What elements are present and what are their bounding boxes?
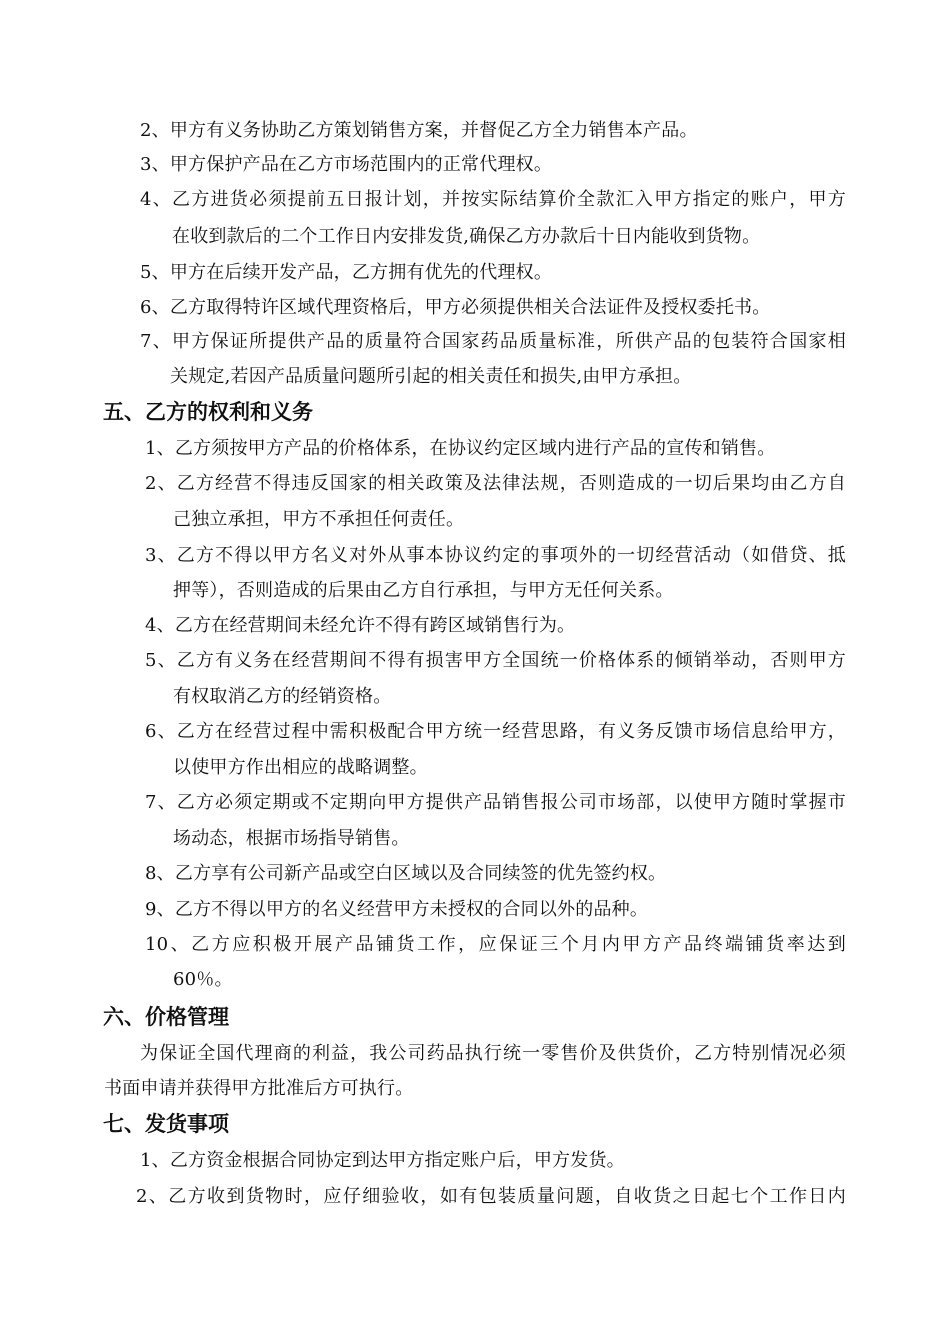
item-line: 1、乙方资金根据合同协定到达甲方指定账户后，甲方发货。 (140, 1150, 625, 1171)
item-line: 3、乙方不得以甲方名义对外从事本协议约定的事项外的一切经营活动（如借贷、抵 (145, 545, 846, 566)
paragraph-line: 为保证全国代理商的利益，我公司药品执行统一零售价及供货价，乙方特别情况必须 (140, 1043, 846, 1064)
item-line: 6、乙方在经营过程中需积极配合甲方统一经营思路，有义务反馈市场信息给甲方， (145, 721, 846, 742)
item-line-continuation: 在收到款后的二个工作日内安排发货,确保乙方办款后十日内能收到货物。 (172, 226, 761, 247)
item-line-continuation: 场动态，根据市场指导销售。 (173, 828, 410, 849)
item-line: 8、乙方享有公司新产品或空白区域以及合同续签的优先签约权。 (145, 863, 667, 884)
item-line: 2、乙方经营不得违反国家的相关政策及法律法规，否则造成的一切后果均由乙方自 (145, 473, 846, 494)
item-line: 4、乙方进货必须提前五日报计划，并按实际结算价全款汇入甲方指定的账户，甲方 (140, 189, 846, 210)
item-line: 5、乙方有义务在经营期间不得有损害甲方全国统一价格体系的倾销举动，否则甲方 (145, 650, 846, 671)
item-line: 7、甲方保证所提供产品的质量符合国家药品质量标准，所供产品的包装符合国家相 (140, 331, 846, 352)
item-line: 4、乙方在经营期间未经允许不得有跨区域销售行为。 (145, 615, 576, 636)
item-line: 9、乙方不得以甲方的名义经营甲方未授权的合同以外的品种。 (145, 899, 649, 920)
item-line: 2、乙方收到货物时，应仔细验收，如有包装质量问题，自收货之日起七个工作日内 (136, 1186, 846, 1207)
item-line: 1、乙方须按甲方产品的价格体系，在协议约定区域内进行产品的宣传和销售。 (145, 438, 776, 459)
item-line-continuation: 己独立承担，甲方不承担任何责任。 (173, 509, 465, 530)
item-line-continuation: 关规定,若因产品质量问题所引起的相关责任和损失,由甲方承担。 (170, 366, 692, 387)
section-heading: 六、价格管理 (103, 1005, 229, 1029)
item-line: 2、甲方有义务协助乙方策划销售方案，并督促乙方全力销售本产品。 (140, 120, 698, 141)
item-line: 10、乙方应积极开展产品铺货工作，应保证三个月内甲方产品终端铺货率达到 (145, 934, 846, 955)
item-line-continuation: 有权取消乙方的经销资格。 (173, 686, 392, 707)
item-line-continuation: 60％。 (173, 969, 233, 990)
item-line: 3、甲方保护产品在乙方市场范围内的正常代理权。 (140, 154, 553, 175)
item-line-continuation: 押等），否则造成的后果由乙方自行承担，与甲方无任何关系。 (173, 580, 674, 601)
section-heading: 五、乙方的权利和义务 (103, 400, 313, 424)
item-line: 7、乙方必须定期或不定期向甲方提供产品销售报公司市场部，以使甲方随时掌握市 (145, 792, 846, 813)
item-line-continuation: 以使甲方作出相应的战略调整。 (173, 757, 428, 778)
item-line: 5、甲方在后续开发产品，乙方拥有优先的代理权。 (140, 262, 553, 283)
paragraph-line: 书面申请并获得甲方批准后方可执行。 (104, 1078, 414, 1099)
section-heading: 七、发货事项 (103, 1112, 229, 1136)
item-line: 6、乙方取得特许区域代理资格后，甲方必须提供相关合法证件及授权委托书。 (140, 297, 771, 318)
